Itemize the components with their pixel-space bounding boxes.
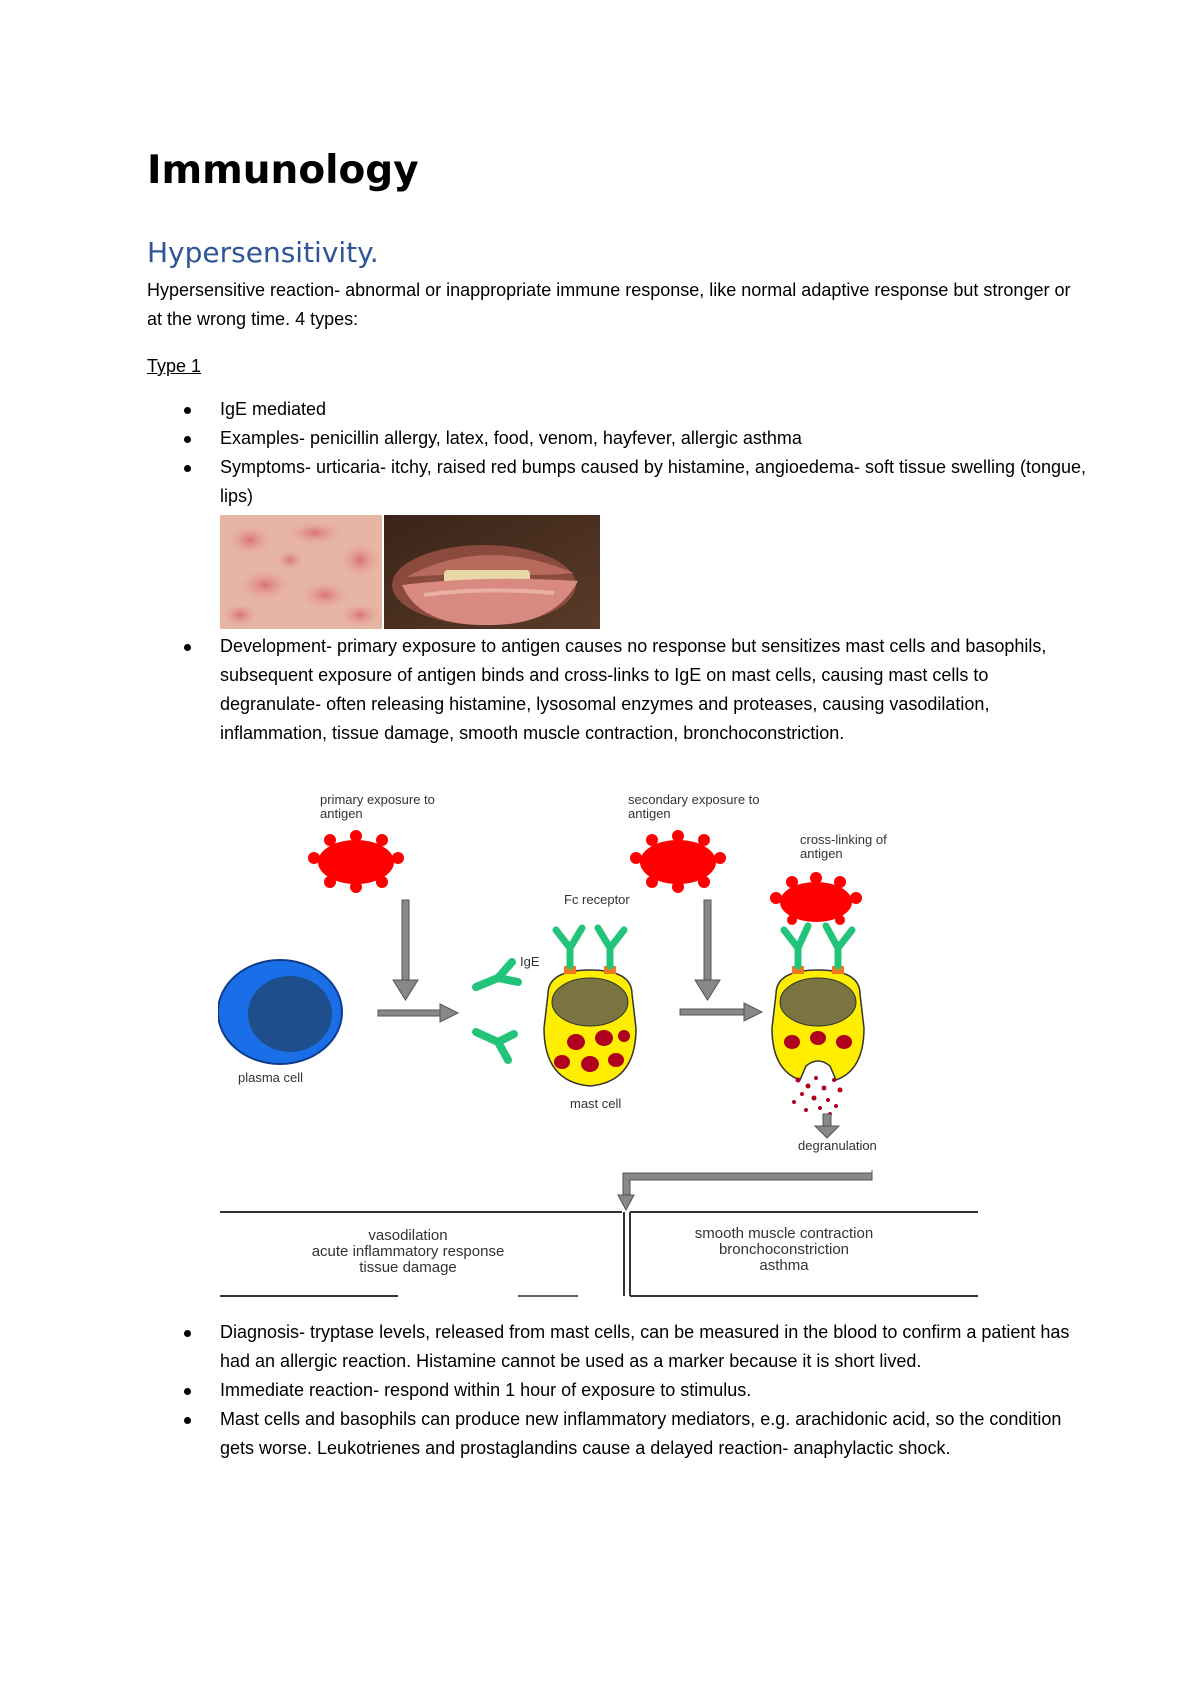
list-item: IgE mediated <box>177 395 1087 424</box>
ige-antibody <box>476 962 518 987</box>
list-item: Symptoms- urticaria- itchy, raised red bumps caused by histamine, angioedema- soft tissue swelling (tongue, lips) <box>177 453 1087 511</box>
angioedema-lips-photo <box>384 515 600 629</box>
primary-exposure-label-line2: antigen <box>320 806 363 821</box>
degranulation-label: degranulation <box>798 1138 877 1153</box>
list-item: Examples- penicillin allergy, latex, food, venom, hayfever, allergic asthma <box>177 424 1087 453</box>
arrow-down-secondary <box>695 900 720 1000</box>
list-item: Development- primary exposure to antigen causes no response but sensitizes mast cells and basophils, subsequent exposure of antigen binds and cross-links to IgE on mast cells, causing mast cells to degranulate- often releasing histamine, lysosomal enzymes and proteases, causing vasodilation, inflammation, tissue damage, smooth muscle contraction, bronchoconstriction. <box>177 632 1087 748</box>
arrow-right-plasma-to-ige <box>378 1004 458 1022</box>
effect-text: tissue damage <box>359 1259 457 1276</box>
type-1-further-bullet-list <box>177 1318 1087 1463</box>
urticaria-photo <box>220 515 382 629</box>
list-item: Immediate reaction- respond within 1 hour of exposure to stimulus. <box>177 1376 1087 1405</box>
arrow-down-degranulation <box>815 1114 839 1138</box>
page-title: Immunology <box>147 148 419 193</box>
effects-connector-arrow <box>618 1170 872 1210</box>
development-bullet-list <box>177 632 1087 748</box>
type-1-bullet-list <box>177 395 1087 511</box>
list-item: Mast cells and basophils can produce new inflammatory mediators, e.g. arachidonic acid, so the condition gets worse. Leukotrienes and prostaglandins cause a delayed reaction- anaphylactic shock. <box>177 1405 1087 1463</box>
intro-paragraph: Hypersensitive reaction- abnormal or inappropriate immune response, like normal adaptive response but stronger or at the wrong time. 4 types: <box>147 280 1071 329</box>
plasma-cell <box>218 960 342 1064</box>
plasma-cell-label: plasma cell <box>238 1070 304 1085</box>
secondary-exposure-label-line2: antigen <box>628 806 671 821</box>
effect-text: smooth muscle contraction <box>694 1225 874 1242</box>
antigen-primary <box>308 830 404 893</box>
mast-cell-label: mast cell <box>570 1096 622 1111</box>
primary-exposure-label: primary exposure to <box>320 792 435 807</box>
fc-receptor-label: Fc receptor <box>564 892 630 907</box>
ige-antibody <box>476 1032 514 1060</box>
effects-left <box>312 1227 505 1276</box>
ige-label: IgE <box>520 954 540 969</box>
list-item: Diagnosis- tryptase levels, released from mast cells, can be measured in the blood to confirm a patient has had an allergic reaction. Histamine cannot be used as a marker because it is short lived. <box>177 1318 1087 1376</box>
effect-text: acute inflammatory response <box>311 1243 505 1260</box>
type-1-label: Type 1 <box>147 356 202 376</box>
arrow-down-primary <box>393 900 418 1000</box>
effects-right <box>695 1225 873 1274</box>
cross-linking-label: cross-linking of <box>800 832 887 847</box>
effect-text: vasodilation <box>368 1227 448 1244</box>
effect-text: asthma <box>759 1257 809 1274</box>
cross-linking-label-line2: antigen <box>800 846 843 861</box>
section-heading: Hypersensitivity. <box>147 236 379 269</box>
antigen-secondary <box>630 830 726 893</box>
secondary-exposure-label: secondary exposure to <box>628 792 760 807</box>
arrow-right-sensitized-to-crosslinked <box>680 1003 762 1021</box>
effect-text: bronchoconstriction <box>718 1241 850 1258</box>
mast-cell-sensitized <box>544 928 636 1086</box>
mast-cell-degranulating <box>772 926 864 1116</box>
antigen-cross-linked <box>770 872 862 925</box>
type-1-mechanism-diagram <box>218 780 978 1300</box>
